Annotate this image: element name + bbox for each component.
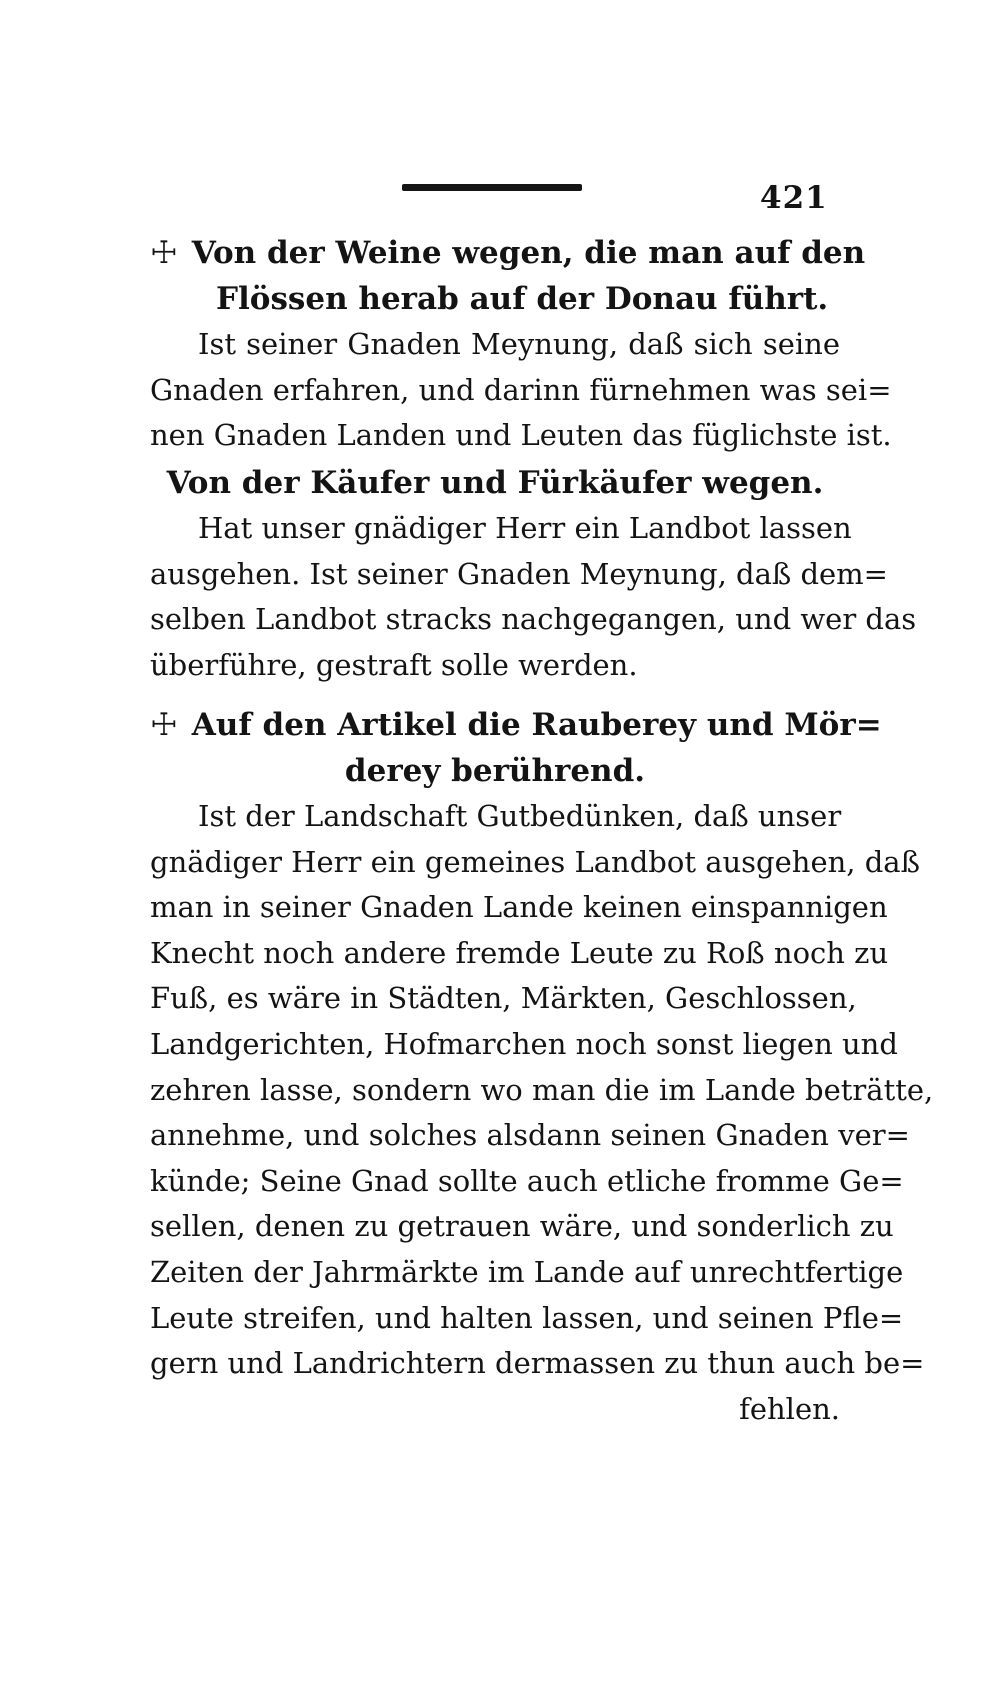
heading-line: Flössen herab auf der Donau führt. <box>216 281 829 317</box>
text-line: sellen, denen zu getrauen wäre, und sonderlich zu <box>150 1209 894 1244</box>
text-line: Ist seiner Gnaden Meynung, daß sich seine <box>198 327 840 361</box>
heading-line <box>150 230 866 276</box>
cross-mark-icon: ☩ <box>150 235 178 271</box>
section-paragraph <box>150 322 892 459</box>
heading-text: Von der Weine wegen, die man auf den <box>191 235 866 271</box>
section-paragraph <box>150 794 934 1432</box>
text-line: Hat unser gnädiger Herr ein Landbot lassen <box>198 511 852 545</box>
text-line: annehme, und solches alsdann seinen Gnaden ver= <box>150 1118 910 1153</box>
text-line: gnädiger Herr ein gemeines Landbot ausgehen, daß <box>150 844 920 879</box>
heading-line: derey berührend. <box>344 753 646 789</box>
text-line: Leute streifen, und halten lassen, und seinen Pfle= <box>150 1300 904 1335</box>
section-heading <box>150 702 882 794</box>
text-line: überführe, gestraft solle werden. <box>150 647 638 682</box>
page-number: 421 <box>760 180 828 216</box>
section-heading <box>150 460 840 506</box>
text-line: selben Landbot stracks nachgegangen, und wer das <box>150 602 917 637</box>
text-line: Ist der Landschaft Gutbedünken, daß unser <box>198 799 842 833</box>
text-line: fehlen. <box>739 1391 840 1426</box>
heading-text: Auf den Artikel die Rauberey und Mör= <box>191 707 882 743</box>
section-rauberey <box>150 702 934 1432</box>
text-line: gern und Landrichtern dermassen zu thun auch be= <box>150 1346 925 1381</box>
header-rule <box>402 184 582 191</box>
cross-mark-icon: ☩ <box>150 707 178 743</box>
section-kaeufer <box>150 460 917 688</box>
section-heading <box>150 230 866 322</box>
text-line: zehren lasse, sondern wo man die im Lande beträtte, <box>150 1072 934 1107</box>
text-line: künde; Seine Gnad sollte auch etliche fromme Ge= <box>150 1163 904 1198</box>
text-line: Knecht noch andere fremde Leute zu Roß noch zu <box>150 935 889 970</box>
text-line: Gnaden erfahren, und darinn fürnehmen was sei= <box>150 372 892 407</box>
text-line: Landgerichten, Hofmarchen noch sonst liegen und <box>150 1026 898 1061</box>
section-weine <box>150 230 892 459</box>
section-paragraph <box>150 506 917 688</box>
text-line: man in seiner Gnaden Lande keinen einspannigen <box>150 890 888 925</box>
text-line: ausgehen. Ist seiner Gnaden Meynung, daß dem= <box>150 556 888 591</box>
text-line: Fuß, es wäre in Städten, Märkten, Geschlossen, <box>150 981 857 1016</box>
text-line: Zeiten der Jahrmärkte im Lande auf unrechtfertige <box>150 1254 904 1289</box>
heading-line: Von der Käufer und Fürkäufer wegen. <box>166 465 824 501</box>
heading-line <box>150 702 882 748</box>
text-line: nen Gnaden Landen und Leuten das füglichste ist. <box>150 418 892 453</box>
